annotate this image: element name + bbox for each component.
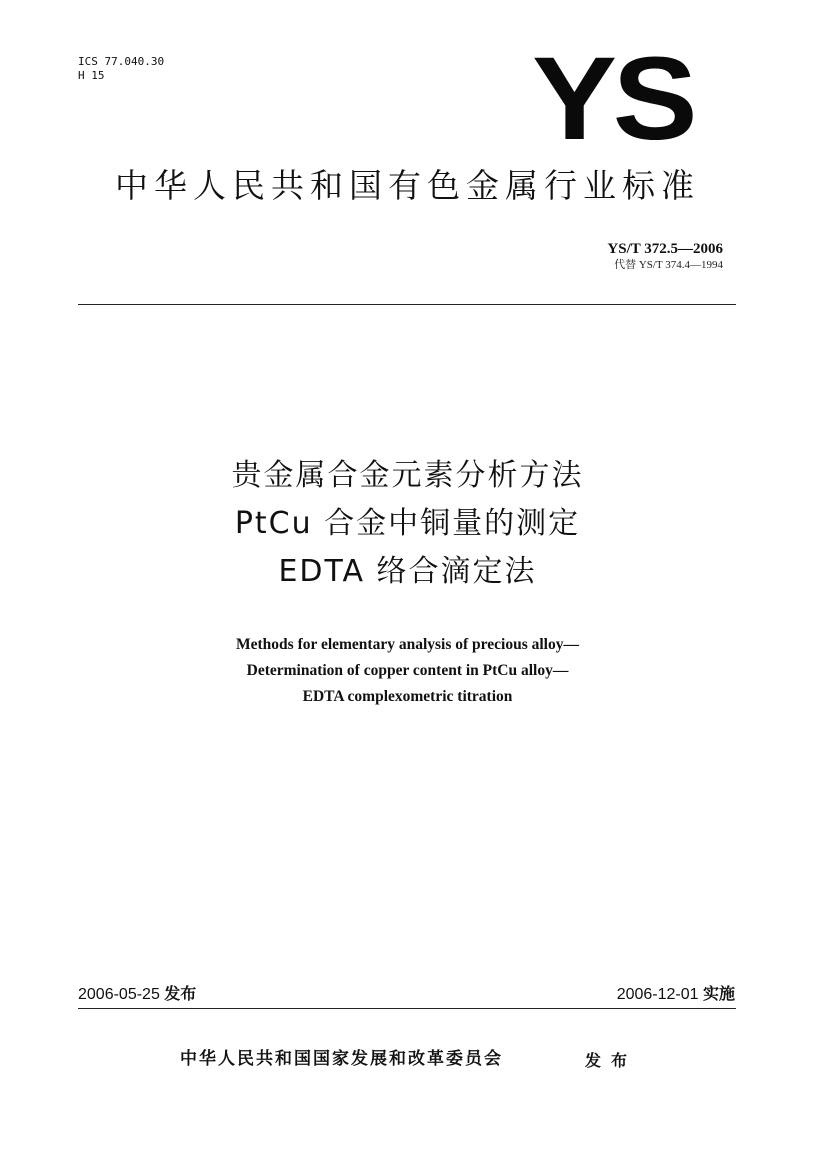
ys-logo: YS — [532, 33, 694, 165]
ccs-code: H 15 — [78, 69, 105, 82]
chinese-title-line-1: 贵金属合金元素分析方法 — [231, 458, 584, 493]
implement-date: 2006-12-01 — [616, 986, 699, 1003]
chinese-title — [0, 452, 815, 596]
standard-number-block — [607, 240, 723, 272]
replaces-standard: 代替 YS/T 374.4—1994 — [614, 259, 723, 271]
issue-label: 发布 — [164, 986, 197, 1003]
classification-codes — [78, 55, 164, 83]
english-title-line-3: EDTA complexometric titration — [302, 688, 513, 705]
standard-number: YS/T 372.5—2006 — [607, 241, 723, 257]
implement-label: 实施 — [702, 986, 735, 1003]
issue-date-block — [78, 985, 196, 1005]
english-title-line-1: Methods for elementary analysis of precious alloy— — [236, 636, 579, 653]
issue-date: 2006-05-25 — [78, 986, 160, 1003]
bottom-divider — [78, 1008, 736, 1009]
implement-date-block — [617, 985, 735, 1005]
top-divider — [78, 304, 736, 305]
issuer-name: 中华人民共和国国家发展和改革委员会 — [180, 1049, 503, 1069]
ics-code: ICS 77.040.30 — [78, 55, 165, 68]
english-title — [0, 632, 815, 710]
chinese-title-line-2: PtCu 合金中铜量的测定 — [234, 506, 581, 541]
issuer-action: 发布 — [585, 1051, 638, 1070]
english-title-line-2: Determination of copper content in PtCu alloy— — [246, 662, 569, 679]
main-title: 中华人民共和国有色金属行业标准 — [115, 166, 700, 205]
chinese-title-line-3: EDTA 络合滴定法 — [278, 554, 537, 589]
